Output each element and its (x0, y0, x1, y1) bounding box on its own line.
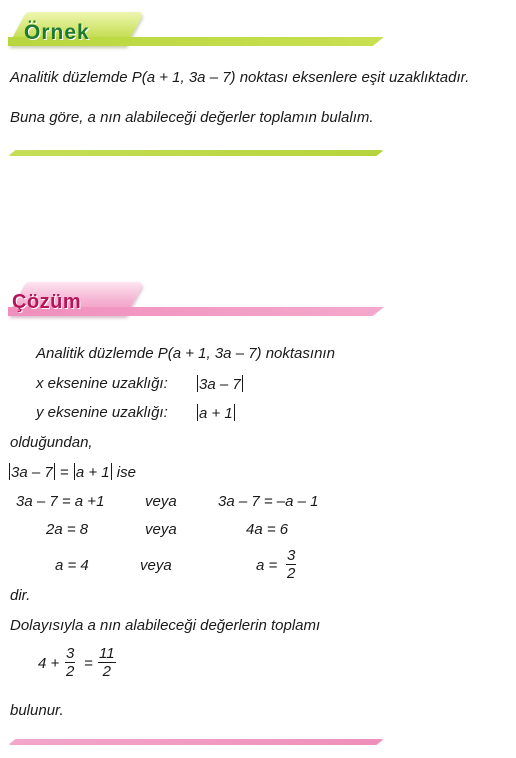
case2-result-prefix: a = (256, 557, 278, 574)
abs-bar-right (242, 375, 243, 392)
sum-intro: Dolayısıyla a nın alabileceği değerlerin toplamı (10, 617, 321, 634)
fraction-numerator: 3 (66, 645, 75, 662)
solution-intro: Analitik düzlemde P(a + 1, 3a – 7) noktasının (36, 345, 335, 362)
ornek-footer-rule (8, 150, 384, 156)
olduguna-text: olduğundan, (10, 434, 93, 451)
abs-equation (8, 463, 136, 482)
ornek-title: Örnek (24, 21, 90, 44)
case-connector-veya: veya (145, 493, 177, 510)
fraction-numerator: 11 (99, 645, 115, 662)
fraction-denominator: 2 (102, 663, 111, 680)
abs-bar-right (54, 463, 55, 480)
abs-bar-right (111, 463, 112, 480)
abs-eq-left: 3a – 7 (11, 464, 53, 481)
case2-result-fraction (286, 547, 296, 582)
fraction-denominator: 2 (66, 663, 75, 680)
abs-eq-right: a + 1 (75, 464, 110, 481)
cozum-title: Çözüm (12, 291, 82, 313)
case1-step: 2a = 8 (46, 521, 89, 538)
abs-bar-left (74, 463, 75, 480)
case1-equation: 3a – 7 = a +1 (16, 493, 105, 510)
abs-eq-equals: = (55, 464, 73, 481)
abs-bar-left (197, 375, 198, 392)
bulunur-text: bulunur. (10, 702, 64, 719)
sum-equals: = (84, 655, 93, 672)
abs-bar-right (234, 404, 235, 421)
sum-fraction-2 (98, 645, 116, 680)
case-connector-veya: veya (140, 557, 172, 574)
case1-result: a = 4 (55, 557, 89, 574)
case-connector-veya: veya (145, 521, 177, 538)
y-distance-label: y eksenine uzaklığı: (36, 404, 168, 421)
sum-prefix: 4 + (38, 655, 60, 672)
abs-bar-left (197, 404, 198, 421)
abs-eq-ise: ise (112, 464, 136, 481)
ornek-question-line2: Buna göre, a nın alabileceği değerler toplamın bulalım. (10, 109, 374, 126)
fraction-denominator: 2 (287, 565, 296, 582)
cozum-footer-rule (8, 739, 384, 745)
ornek-question-line1: Analitik düzlemde P(a + 1, 3a – 7) noktası eksenlere eşit uzaklıktadır. (10, 69, 470, 86)
dir-text: dir. (10, 587, 31, 604)
fraction-numerator: 3 (287, 547, 296, 564)
x-distance-expr (196, 375, 244, 394)
y-distance-expr (196, 404, 236, 423)
x-distance-value: 3a – 7 (199, 376, 241, 393)
sum-fraction-1 (65, 645, 75, 680)
x-distance-label: x eksenine uzaklığı: (36, 375, 168, 392)
case2-step: 4a = 6 (246, 521, 289, 538)
case2-equation: 3a – 7 = –a – 1 (218, 493, 319, 510)
abs-bar-left (9, 463, 10, 480)
y-distance-value: a + 1 (199, 405, 233, 422)
